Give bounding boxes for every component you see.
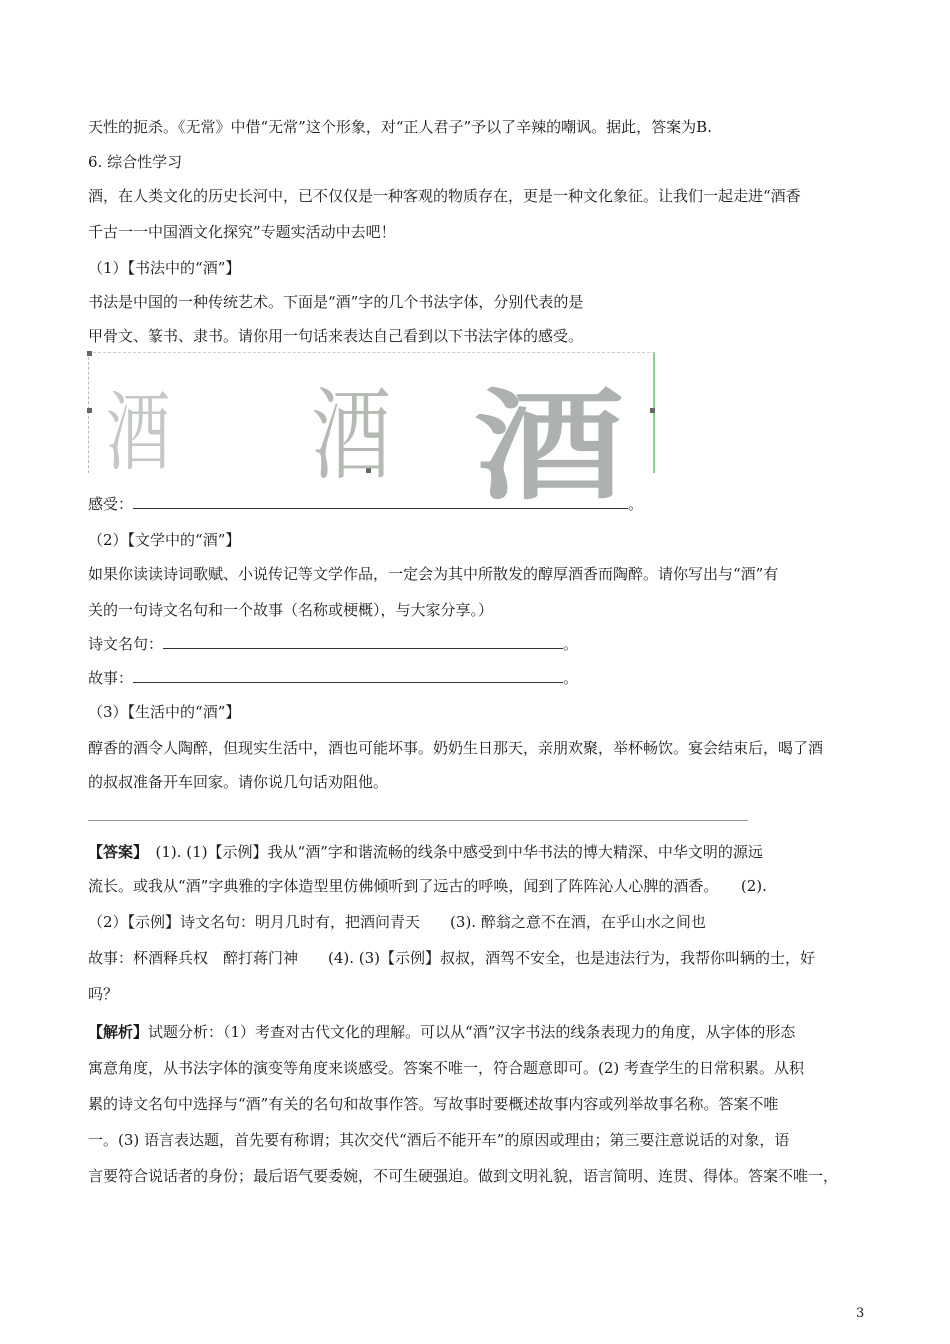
selection-edge <box>653 353 655 473</box>
answer-line-feeling <box>88 494 643 514</box>
text-line: 一。(3) 语言表达题，首先要有称谓；其次交代“酒后不能开车”的原因或理由；第三要注意说话的对象，语 <box>88 1131 790 1149</box>
answer-tag: 【答案】 <box>88 843 141 861</box>
text-line: 的叔叔准备开车回家。请你说几句话劝阻他。 <box>88 773 389 791</box>
answer-paragraph <box>88 842 763 862</box>
label: 故事： <box>88 669 134 687</box>
text-line: 书法是中国的一种传统艺术。下面是“酒”字的几个书法字体，分别代表的是 <box>88 293 584 311</box>
text-line: 流长。或我从“酒”字典雅的字体造型里仿佛倾听到了远古的呼唤，闻到了阵阵沁人心脾的酒香。 (2). <box>88 877 767 895</box>
punct: 。 <box>563 635 579 653</box>
punct: 。 <box>563 669 579 687</box>
subquestion-heading: （1）【书法中的“酒”】 <box>88 259 241 277</box>
answer-text: (1). (1)【示例】我从“酒”字和谐流畅的线条中感受到中华书法的博大精深、中华文明的源远 <box>140 843 763 861</box>
seal-script-glyph: 酒 <box>311 377 391 494</box>
resize-handle <box>87 351 92 356</box>
analysis-text: 试题分析：（1）考查对古代文化的理解。可以从“酒”汉字书法的线条表现力的角度，从字体的形态 <box>148 1023 796 1041</box>
subquestion-heading: （3）【生活中的“酒”】 <box>88 703 241 721</box>
text-line: 酒，在人类文化的历史长河中，已不仅仅是一种客观的物质存在，更是一种文化象征。让我们一起走进“酒香 <box>88 187 801 205</box>
subquestion-heading: （2）【文学中的“酒”】 <box>88 531 241 549</box>
label: 诗文名句： <box>88 635 164 653</box>
page-number: 3 <box>856 1306 865 1321</box>
analysis-paragraph <box>88 1022 795 1042</box>
oracle-bone-glyph: 酒 <box>105 383 171 483</box>
answer-line-quote <box>88 634 578 654</box>
text-line: 甲骨文、篆书、隶书。请你用一句话来表达自己看到以下书法字体的感受。 <box>88 327 584 345</box>
punct: 。 <box>628 495 644 513</box>
text-line: 千古一一中国酒文化探究”专题实活动中去吧！ <box>88 223 396 241</box>
text-line: 故事：杯酒释兵权 醉打蒋门神 (4). (3)【示例】叔叔，酒驾不安全，也是违法行为，我帮你叫辆的士，好 <box>88 949 816 967</box>
divider <box>88 820 748 821</box>
resize-handle <box>87 408 92 413</box>
clerical-script-glyph: 酒 <box>474 376 624 517</box>
question-heading: 6. 综合性学习 <box>88 153 183 171</box>
text-line: 寓意角度，从书法字体的演变等角度来谈感受。答案不唯一，符合题意即可。(2) 考查学生的日常积累。从积 <box>88 1059 805 1077</box>
text-line: （2）【示例】诗文名句：明月几时有，把酒问青天 (3). 醉翁之意不在酒，在乎山水之间也 <box>88 913 706 931</box>
analysis-tag: 【解析】 <box>88 1023 149 1041</box>
text-line: 关的一句诗文名句和一个故事（名称或梗概），与大家分享。） <box>88 601 494 619</box>
resize-handle <box>650 408 655 413</box>
answer-line-story <box>88 668 578 688</box>
text-line: 天性的扼杀。《无常》中借“无常”这个形象，对“正人君子”予以了辛辣的嘲讽。据此，答案为B. <box>88 118 712 136</box>
text-line: 累的诗文名句中选择与“酒”有关的名句和故事作答。写故事时要概述故事内容或列举故事名称。答案不唯 <box>88 1095 779 1113</box>
blank-field[interactable] <box>133 668 563 683</box>
text-line: 吗？ <box>88 985 119 1003</box>
text-line: 言要符合说话者的身份；最后语气要委婉，不可生硬强迫。做到文明礼貌，语言简明、连贯、得体。答案不唯一， <box>88 1167 839 1185</box>
blank-field[interactable] <box>163 634 563 649</box>
label: 感受： <box>88 495 134 513</box>
blank-field[interactable] <box>133 494 628 509</box>
text-line: 醇香的酒令人陶醉，但现实生活中，酒也可能坏事。奶奶生日那天，亲朋欢聚，举杯畅饮。宴会结束后，喝了酒 <box>88 739 824 757</box>
text-line: 如果你读读诗词歌赋、小说传记等文学作品，一定会为其中所散发的醇厚酒香而陶醉。请你写出与“酒”有 <box>88 565 779 583</box>
